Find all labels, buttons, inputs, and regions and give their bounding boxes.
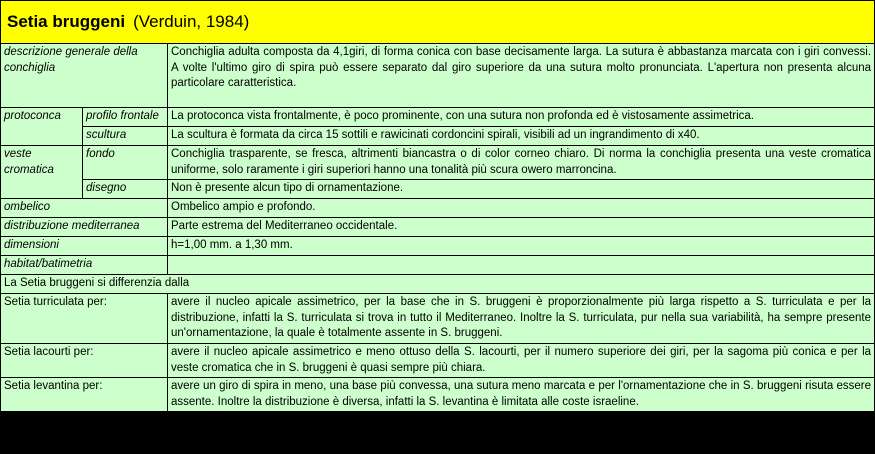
label-dimensioni: dimensioni [1,237,168,256]
comparison-text-levantina: avere un giro di spira in meno, una base più convessa, una sutura meno marcata e per l'ornamentazione che in S. bruggeni risuta essere assente. Inoltre la distribuzione è diversa, infatti la S. levantina è limitata alle coste israeline. [168,378,874,411]
row-comparison-heading [1,275,874,294]
text-ombelico: Ombelico ampio e profondo. [168,199,874,218]
text-distribuzione: Parte estrema del Mediterraneo occidentale. [168,218,874,237]
text-fondo: Conchiglia trasparente, se fresca, altrimenti biancastra o di color corneo chiaro. Di norma la conchiglia presenta una veste cromatica uniforme, solo raramente i giri superiori hanno una tonalità più scura owero marroncina. [168,146,874,180]
row-comparison-turriculata [1,294,874,344]
comparison-label-turriculata: Setia turriculata per: [1,294,168,344]
row-descrizione [1,44,874,108]
label-fondo: fondo [83,146,168,180]
row-ombelico [1,199,874,218]
species-author: (Verduin, 1984) [133,12,250,32]
label-veste-cromatica: veste cromatica [1,146,83,199]
label-profilo-frontale: profilo frontale [83,108,168,127]
row-veste-disegno [1,180,874,199]
text-disegno: Non è presente alcun tipo di ornamentazione. [168,180,874,199]
label-distribuzione: distribuzione mediterranea [1,218,168,237]
comparison-label-lacourti: Setia lacourti per: [1,344,168,378]
row-distribuzione [1,218,874,237]
row-habitat [1,256,874,275]
title-cell [1,1,874,44]
title-row [1,1,874,44]
label-scultura: scultura [83,127,168,146]
text-scultura: La scultura è formata da circa 15 sottili e rawicinati cordoncini spirali, visibili ad un ingrandimento di x40. [168,127,874,146]
label-protoconca: protoconca [1,108,83,146]
text-dimensioni: h=1,00 mm. a 1,30 mm. [168,237,874,256]
label-descrizione: descrizione generale della conchiglia [1,44,168,108]
row-comparison-levantina [1,378,874,411]
row-protoconca-scultura [1,127,874,146]
row-veste-fondo [1,146,874,180]
species-name: Setia bruggeni [7,12,126,32]
text-habitat [168,256,874,275]
row-protoconca-profilo [1,108,874,127]
species-table [1,1,874,411]
row-comparison-lacourti [1,344,874,378]
label-disegno: disegno [83,180,168,199]
comparison-label-levantina: Setia levantina per: [1,378,168,411]
text-descrizione: Conchiglia adulta composta da 4,1giri, di forma conica con base decisamente larga. La sutura è abbastanza marcata con i giri convessi. A volte l'ultimo giro di spira può essere separato dal giro superiore da una sutura molto pronunciata. L'apertura non presenta alcuna particolare caratteristica. [168,44,874,108]
row-dimensioni [1,237,874,256]
label-habitat: habitat/batimetria [1,256,168,275]
comparison-text-lacourti: avere il nucleo apicale assimetrico e meno ottuso della S. lacourti, per il numero superiore dei giri, per la sagoma più conica e per la veste cromatica che in S. bruggeni è quasi sempre più chiara. [168,344,874,378]
comparison-text-turriculata: avere il nucleo apicale assimetrico, per la base che in S. bruggeni è proporzionalmente più larga rispetto a S. turriculata e per la distribuzione, infatti la S. turriculata si trova in tutto il Mediterraneo. Inoltre la S. turriculata, pur nella sua variabilità, ha sempre presente un'ornamentazione, la quale è totalmente assente in S. bruggeni. [168,294,874,344]
label-ombelico: ombelico [1,199,168,218]
text-profilo-frontale: La protoconca vista frontalmente, è poco prominente, con una sutura non profonda ed è vistosamente assimetrica. [168,108,874,127]
comparison-heading: La Setia bruggeni si differenzia dalla [1,275,874,294]
